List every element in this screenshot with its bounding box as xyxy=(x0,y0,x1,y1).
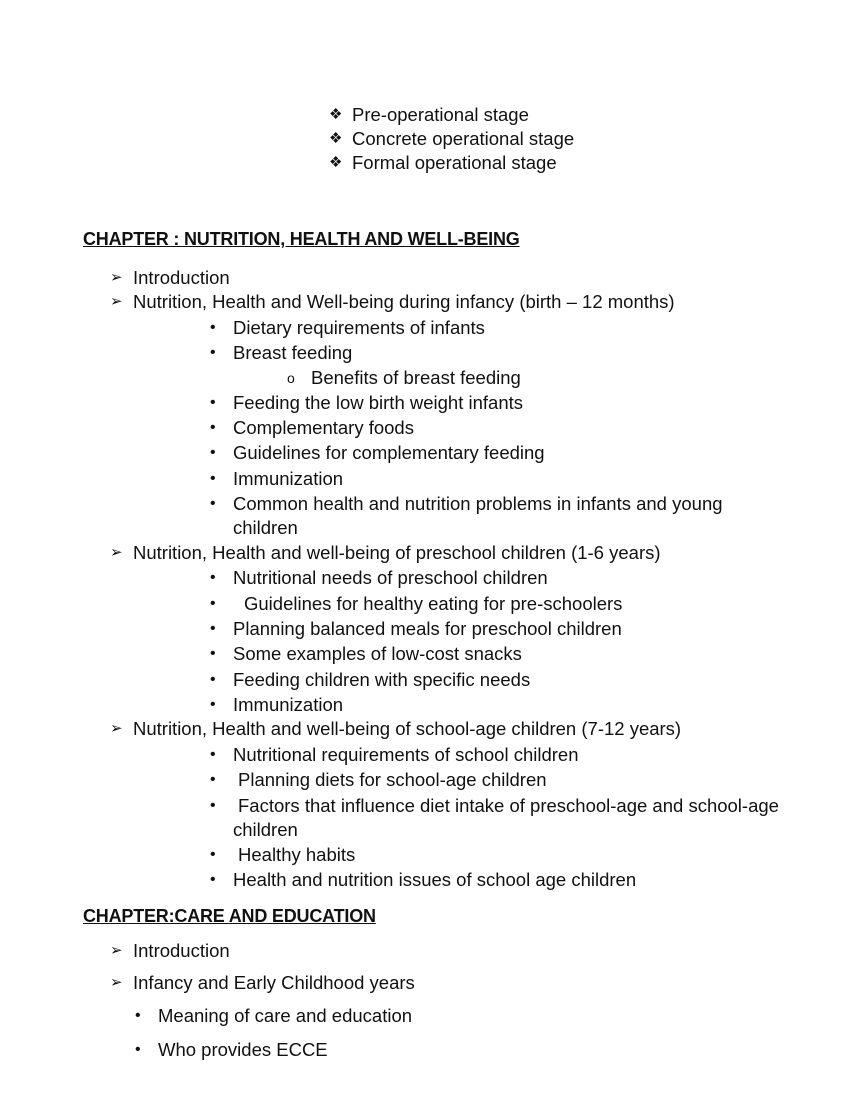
bullet-icon: • xyxy=(210,620,216,637)
bullet-icon: • xyxy=(210,595,216,612)
bullet-icon: • xyxy=(210,771,216,788)
arrow-bullet-icon: ➢ xyxy=(110,720,123,737)
list-item: Dietary requirements of infants xyxy=(233,317,485,338)
bullet-icon: • xyxy=(210,470,216,487)
list-item: Breast feeding xyxy=(233,342,353,363)
bullet-icon: • xyxy=(210,746,216,763)
arrow-bullet-icon: ➢ xyxy=(110,942,123,959)
list-item: Common health and nutrition problems in infants and young xyxy=(233,493,723,514)
list-item: Nutritional needs of preschool children xyxy=(233,567,548,588)
arrow-bullet-icon: ➢ xyxy=(110,974,123,991)
list-item: Introduction xyxy=(133,267,230,288)
bullet-icon: • xyxy=(135,1007,141,1024)
list-item: Concrete operational stage xyxy=(352,128,575,149)
bullet-icon: • xyxy=(210,394,216,411)
bullet-icon: • xyxy=(210,846,216,863)
list-item: Complementary foods xyxy=(233,417,414,438)
list-item: Immunization xyxy=(233,694,344,715)
list-item: Healthy habits xyxy=(238,844,356,865)
bullet-icon: • xyxy=(135,1041,141,1058)
bullet-icon: • xyxy=(210,671,216,688)
list-item: Immunization xyxy=(233,468,344,489)
list-item: Formal operational stage xyxy=(352,152,557,173)
list-item: Feeding the low birth weight infants xyxy=(233,392,524,413)
circle-bullet-icon: o xyxy=(287,370,295,386)
chapter-heading-nutrition: CHAPTER : NUTRITION, HEALTH AND WELL-BEING xyxy=(83,229,520,249)
bullet-icon: • xyxy=(210,444,216,461)
section-item-preschool: Nutrition, Health and well-being of preschool children (1-6 years) xyxy=(133,542,661,563)
bullet-icon: • xyxy=(210,696,216,713)
arrow-bullet-icon: ➢ xyxy=(110,544,123,561)
list-item: Pre-operational stage xyxy=(352,104,529,125)
list-item-continuation: children xyxy=(233,517,298,538)
list-item: Infancy and Early Childhood years xyxy=(133,972,415,993)
diamond-bullet-icon: ❖ xyxy=(329,106,343,123)
diamond-bullet-icon: ❖ xyxy=(329,130,343,147)
list-item: Meaning of care and education xyxy=(158,1005,413,1026)
bullet-icon: • xyxy=(210,319,216,336)
bullet-icon: • xyxy=(210,344,216,361)
list-item: Guidelines for complementary feeding xyxy=(233,442,545,463)
list-item: Health and nutrition issues of school age children xyxy=(233,869,637,890)
list-item: Introduction xyxy=(133,940,230,961)
list-item: Planning balanced meals for preschool children xyxy=(233,618,622,639)
bullet-icon: • xyxy=(210,797,216,814)
diamond-bullet-icon: ❖ xyxy=(329,154,343,171)
bullet-icon: • xyxy=(210,645,216,662)
list-item: Guidelines for healthy eating for pre-schoolers xyxy=(244,593,623,614)
section-item-infancy: Nutrition, Health and Well-being during infancy (birth – 12 months) xyxy=(133,291,675,312)
list-item: Feeding children with specific needs xyxy=(233,669,531,690)
list-item: Benefits of breast feeding xyxy=(311,367,521,388)
bullet-icon: • xyxy=(210,871,216,888)
list-item: Some examples of low-cost snacks xyxy=(233,643,522,664)
bullet-icon: • xyxy=(210,569,216,586)
bullet-icon: • xyxy=(210,495,216,512)
list-item-continuation: children xyxy=(233,819,298,840)
list-item: Nutritional requirements of school children xyxy=(233,744,579,765)
list-item: Who provides ECCE xyxy=(158,1039,328,1060)
arrow-bullet-icon: ➢ xyxy=(110,293,123,310)
arrow-bullet-icon: ➢ xyxy=(110,269,123,286)
section-item-schoolage: Nutrition, Health and well-being of school-age children (7-12 years) xyxy=(133,718,682,739)
list-item: Factors that influence diet intake of preschool-age and school-age xyxy=(238,795,779,816)
bullet-icon: • xyxy=(210,419,216,436)
list-item: Planning diets for school-age children xyxy=(238,769,547,790)
chapter-heading-care-education: CHAPTER:CARE AND EDUCATION xyxy=(83,906,376,926)
